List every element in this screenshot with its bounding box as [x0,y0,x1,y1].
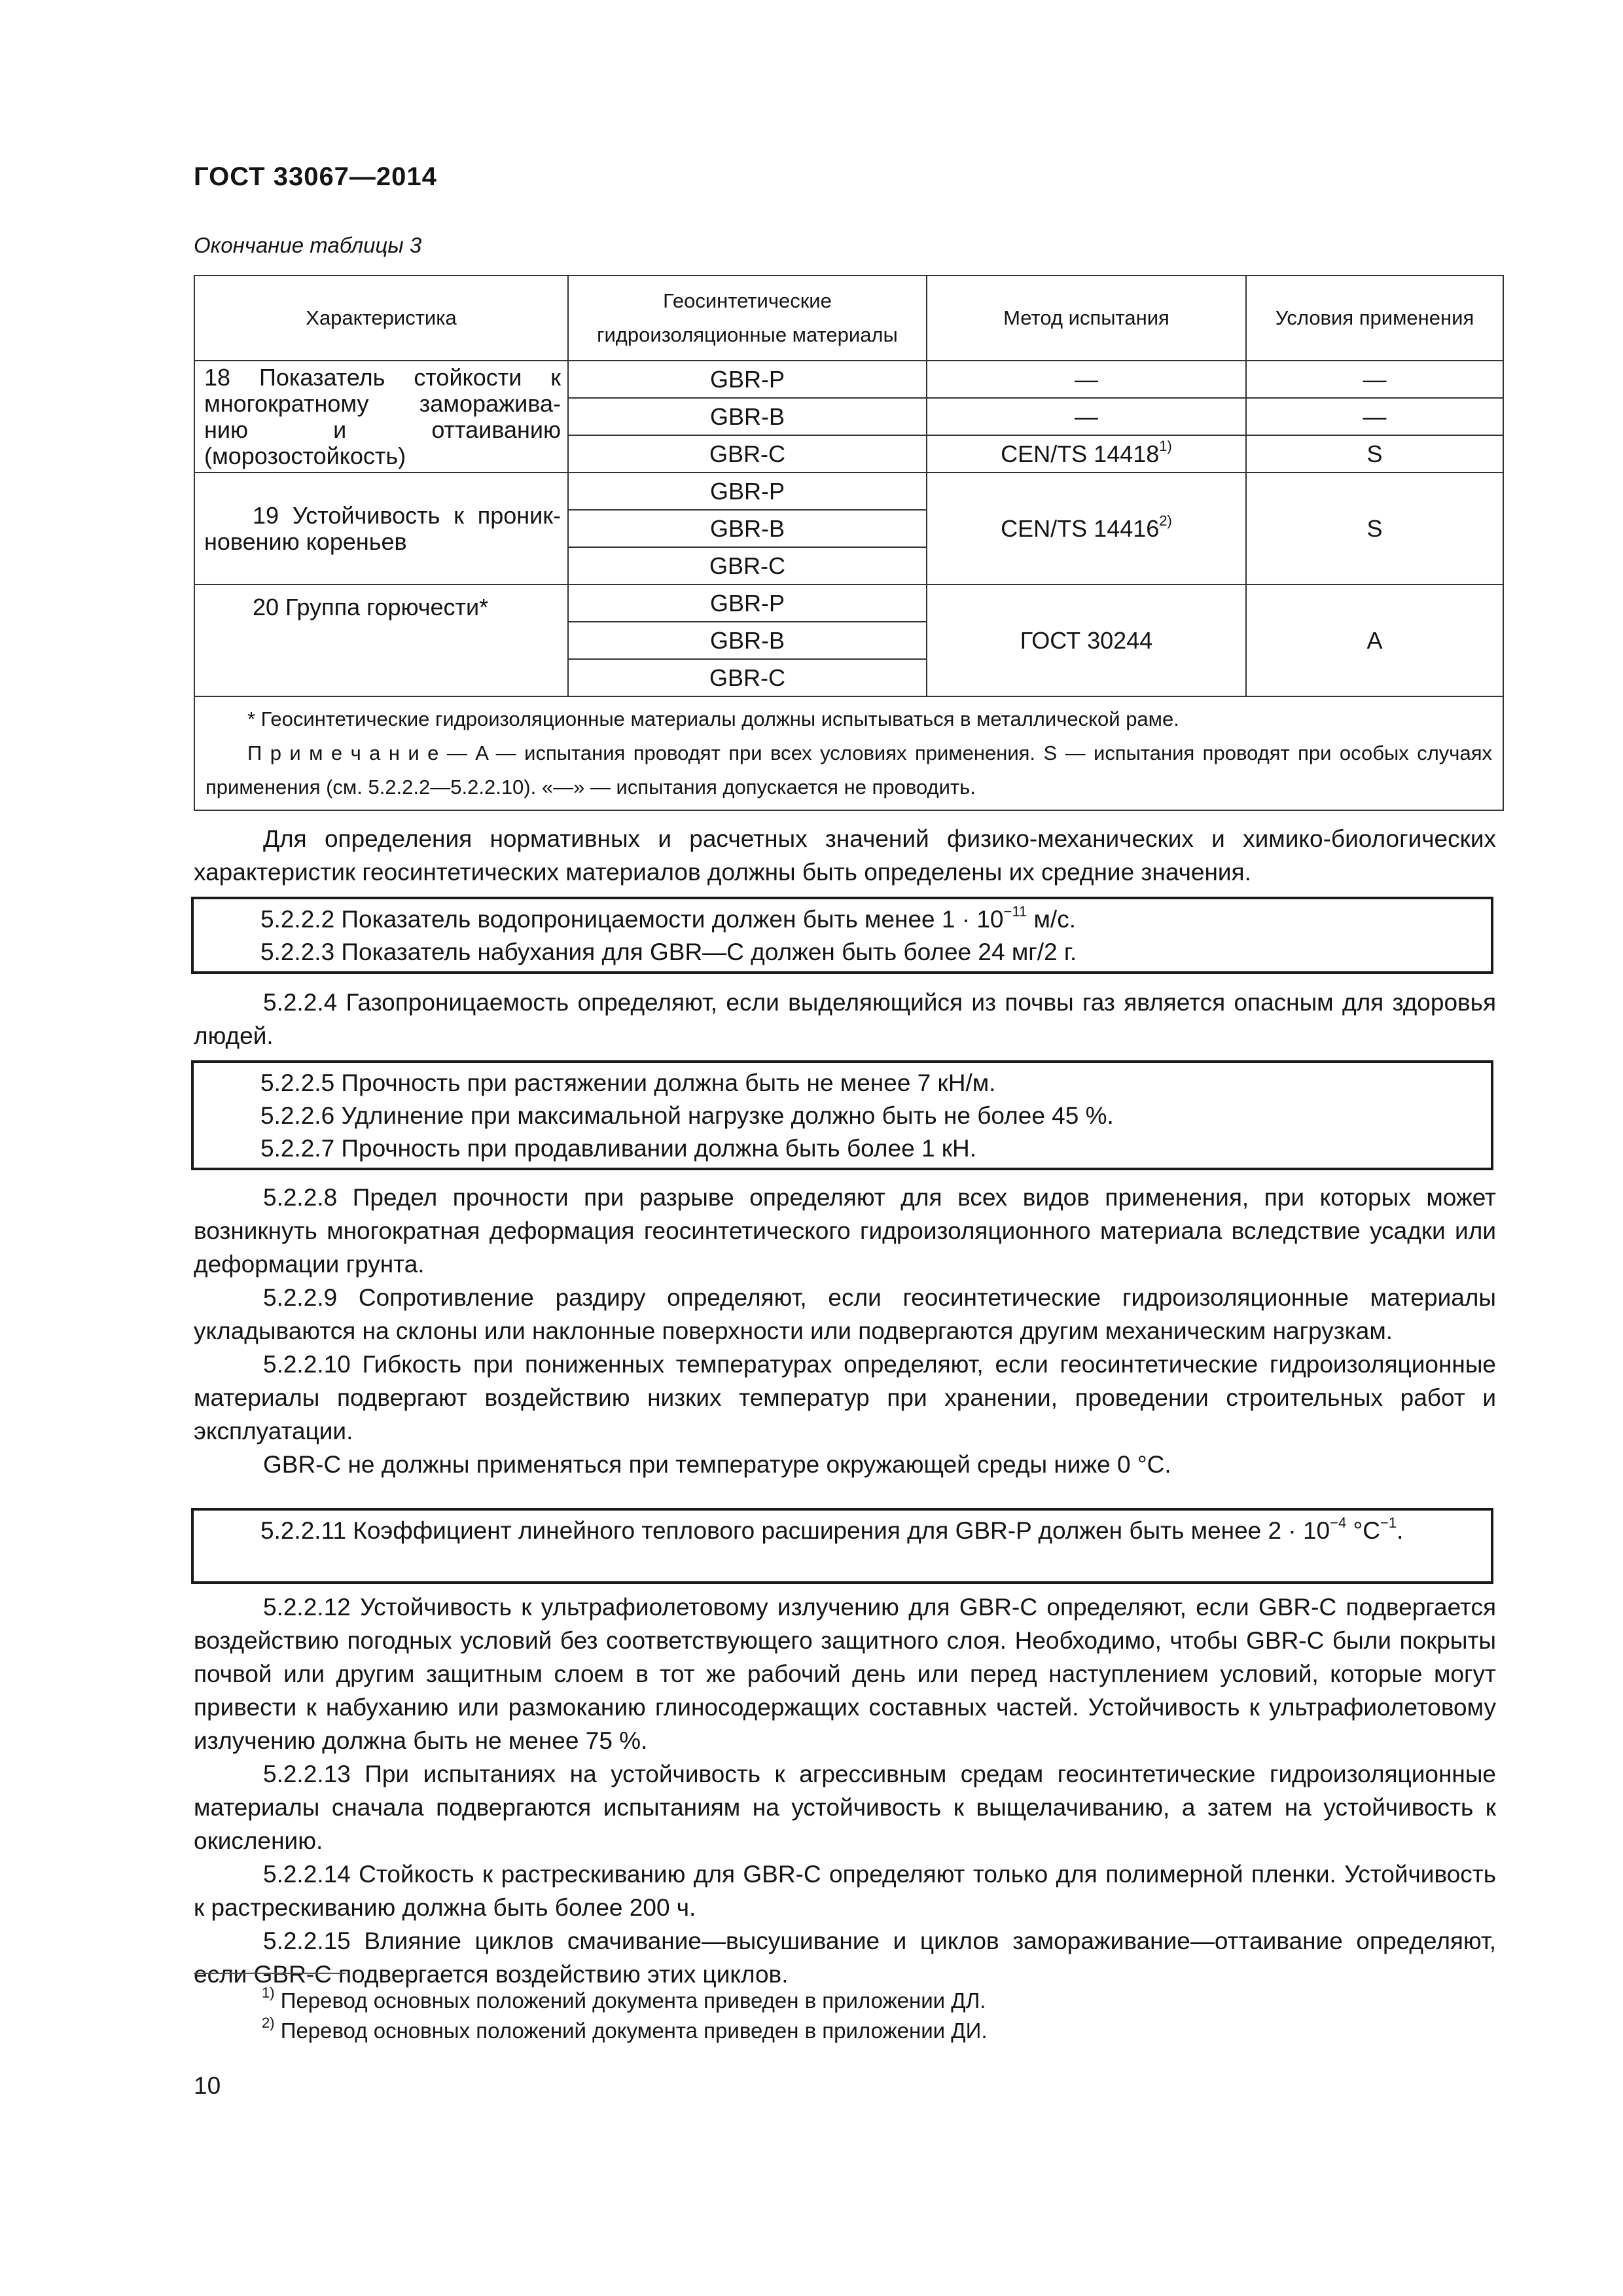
table-header-row [194,276,1503,361]
material-cell: GBR-C [568,547,927,584]
clause-5.2.2.12: 5.2.2.12 Устойчивость к ультрафиолетовому излучению для GBR-C определяют, если GBR-C подвергается воздействию погодных условий без соответствующего защитного слоя. Необходимо, чтобы GBR-C были покрыты почвой или другим защитным слоем в тот же рабочий день или перед наступлением условий, которые могут привести к набуханию или размоканию глиносодержащих составных частей. Устойчивость к ультрафиолетовому излучению должна быть не менее 75 %. [194,1594,1496,1754]
paragraph-intro: Для определения нормативных и расчетных значений физико-механических и химико-биологических характеристик геосинтетических материалов должны быть определены их средние значения. [194,825,1496,886]
footnote-ref-2: 2) [1159,512,1172,529]
spec-table [194,275,1504,811]
table-row [194,361,1503,398]
document-header: ГОСТ 33067—2014 [194,162,437,191]
method-cell: CEN/TS 14416$^{2)}$ [927,473,1246,584]
method-cell: CEN/TS 14418$^{1)}$ [927,435,1246,473]
conditions-cell: S [1246,435,1503,473]
conditions-cell: A [1246,584,1503,696]
footnote-divider [194,1973,346,1974]
boxed-requirements-2 [191,1060,1493,1170]
table-row [194,584,1503,622]
clause-5.2.2.9: 5.2.2.9 Сопротивление раздиру определяют, если геосинтетические гидроизоляционные материалы укладываются на склоны или наклонные поверхности или подвергаются другим механическим нагрузкам. [194,1284,1496,1344]
boxed-requirements-1 [191,897,1493,974]
material-cell: GBR-P [568,361,927,398]
body-paragraphs-2 [194,1590,1496,1991]
clause-5.2.2.10: 5.2.2.10 Гибкость при пониженных температурах определяют, если геосинтетические гидроизоляционные материалы подвергают воздействию низких температур при хранении, проведении строительных работ и эксплуатации. [194,1351,1496,1444]
page-number: 10 [194,2072,221,2099]
method-cell: ГОСТ 30244 [927,584,1246,696]
characteristic-19: 19 Устойчивость к проник- новению кореньев [194,473,568,584]
clause-5.2.2.2: 5.2.2.2 Показатель водопроницаемости должен быть менее $1 \cdot 10^{-11}$ м/с. [260,903,1076,933]
clause-5.2.2.11: 5.2.2.11 Коэффициент линейного теплового расширения для GBR-P должен быть менее $2 \cdot 10^{-4}$ $^\circ С^{-1}$. [260,1514,1404,1544]
material-cell: GBR-C [568,659,927,696]
conditions-cell: — [1246,398,1503,435]
header-conditions: Условия применения [1246,276,1503,361]
material-cell: GBR-B [568,510,927,547]
method-cell: — [927,398,1246,435]
table-note: П р и м е ч а н и е — A — испытания проводят при всех условиях применения. S — испытания проводят при особых случаях применения (см. 5.2.2.2—5.2.2.10). «—» — испытания допускается не проводить. [205,742,1492,798]
material-cell: GBR-P [568,584,927,622]
boxed-requirements-3 [191,1508,1493,1584]
table-star-footnote: * Геосинтетические гидроизоляционные материалы должны испытываться в металлической раме. [247,708,1179,730]
clause-5.2.2.5: 5.2.2.5 Прочность при растяжении должна быть не менее 7 кН/м. [260,1069,996,1096]
characteristic-20: 20 Группа горючести* [194,584,568,696]
material-cell: GBR-C [568,435,927,473]
material-cell: GBR-B [568,622,927,659]
header-characteristic: Характеристика [194,276,568,361]
table-notes-row [194,696,1503,810]
footnote-2: $^{2)}$ Перевод основных положений документа приведен в приложении ДИ. [262,2015,988,2043]
body-paragraphs-1 [194,1181,1496,1481]
characteristic-18: 18 Показатель стойкости к многократному заморажива- нию и оттаиванию (морозостойкость) [194,361,568,473]
table-notes [194,696,1503,810]
method-cell: — [927,361,1246,398]
paragraph-5.2.2.4: 5.2.2.4 Газопроницаемость определяют, если выделяющийся из почвы газ является опасным для здоровья людей. [194,989,1496,1049]
conditions-cell: S [1246,473,1503,584]
clause-5.2.2.6: 5.2.2.6 Удлинение при максимальной нагрузке должно быть не более 45 %. [260,1102,1114,1129]
clause-5.2.2.14: 5.2.2.14 Стойкость к растрескиванию для GBR-C определяют только для полимерной пленки. Устойчивость к растрескиванию должна быть более 200 ч. [194,1861,1496,1921]
material-cell: GBR-P [568,473,927,510]
header-materials: Геосинтетические гидроизоляционные материалы [568,276,927,361]
conditions-cell: — [1246,361,1503,398]
clause-5.2.2.13: 5.2.2.13 При испытаниях на устойчивость к агрессивным средам геосинтетические гидроизоляционные материалы сначала подвергаются испытаниям на устойчивость к выщелачиванию, а затем на устойчивость к окислению. [194,1761,1496,1854]
clause-5.2.2.3: 5.2.2.3 Показатель набухания для GBR—C должен быть более 24 мг/2 г. [260,939,1077,965]
gbrc-temperature-note: GBR-C не должны применяться при температуре окружающей среды ниже 0 °С. [263,1451,1171,1478]
table-row [194,473,1503,510]
table-caption: Окончание таблицы 3 [194,233,422,257]
header-method: Метод испытания [927,276,1246,361]
footnote-ref-1: 1) [1159,438,1172,454]
footnote-1: $^{1)}$ Перевод основных положений документа приведен в приложении ДЛ. [262,1984,986,2013]
material-cell: GBR-B [568,398,927,435]
clause-5.2.2.15: 5.2.2.15 Влияние циклов смачивание—высушивание и циклов замораживание—оттаивание определяют, если GBR-C подвергается воздействию этих циклов. [194,1928,1496,1988]
clause-5.2.2.8: 5.2.2.8 Предел прочности при разрыве определяют для всех видов применения, при которых может возникнуть многократная деформация геосинтетического гидроизоляционного материала вследствие усадки или деформации грунта. [194,1184,1496,1278]
clause-5.2.2.7: 5.2.2.7 Прочность при продавливании должна быть более 1 кН. [260,1135,976,1162]
